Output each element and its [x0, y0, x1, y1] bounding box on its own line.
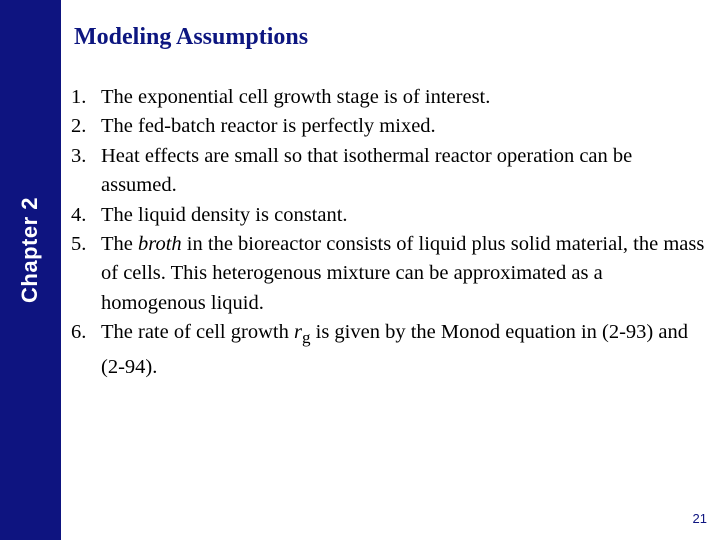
- assumptions-list: [71, 83, 711, 382]
- item-text: The exponential cell growth stage is of interest.: [101, 86, 491, 108]
- page-number: 21: [692, 511, 707, 526]
- item-text: The fed-batch reactor is perfectly mixed.: [101, 115, 436, 138]
- list-item: [71, 142, 711, 201]
- item-text-end: is given by the Monod equation in (2-93) and (2-94).: [101, 321, 688, 378]
- item-number: 4.: [71, 203, 87, 226]
- broth-term: broth: [138, 233, 182, 256]
- item-text: [101, 230, 711, 318]
- list-item: [71, 318, 711, 382]
- item-number: 2.: [71, 115, 87, 138]
- item-text-start: The rate of cell growth: [101, 321, 294, 344]
- list-item: [71, 230, 711, 318]
- item-text-end: in the bioreactor consists of liquid plus solid material, the mass of cells. This heterogenous mixture can be approximated as a homogenous liquid.: [101, 233, 705, 314]
- slide-title: Modeling Assumptions: [74, 24, 309, 50]
- list-item: [71, 83, 711, 112]
- chapter-sidebar: [0, 0, 61, 540]
- growth-rate-subscript: g: [301, 328, 311, 348]
- list-item: [71, 112, 711, 141]
- item-text: The liquid density is constant.: [101, 203, 348, 226]
- chapter-label: Chapter 2: [17, 197, 42, 303]
- growth-rate-symbol: r: [293, 321, 302, 344]
- list-item: [71, 201, 711, 230]
- item-text: [101, 318, 711, 382]
- item-number: 1.: [71, 86, 87, 108]
- item-number: 3.: [71, 144, 87, 167]
- item-text-start: The: [101, 233, 138, 256]
- item-text: Heat effects are small so that isothermal reactor operation can be assumed.: [101, 144, 633, 197]
- item-number: 6.: [71, 321, 87, 344]
- item-number: 5.: [71, 233, 87, 256]
